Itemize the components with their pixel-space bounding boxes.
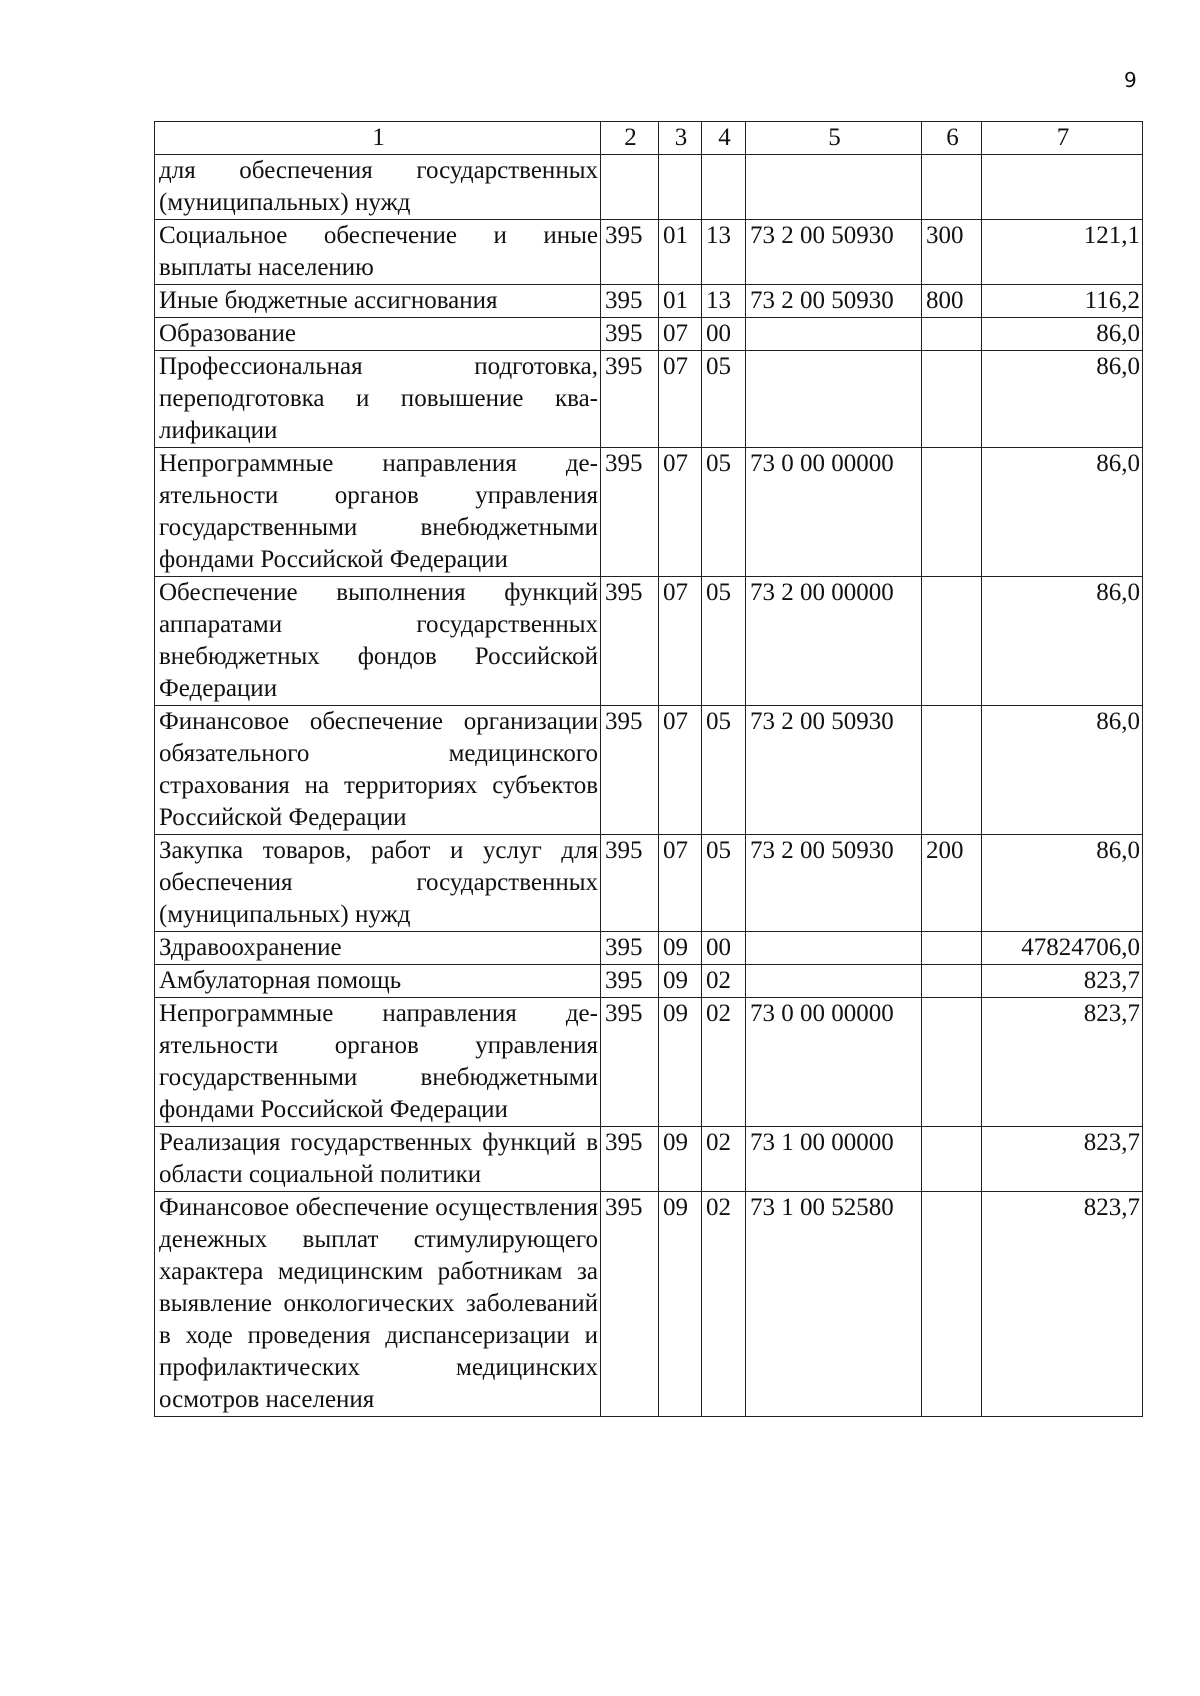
row-name: Непрограммные направления деятельности органов управления государственными внебюджетными фондами Российской Федерации — [155, 998, 601, 1127]
row-subsection: 05 — [702, 351, 746, 448]
row-grbs: 395 — [601, 965, 659, 998]
row-name: Образование — [155, 318, 601, 351]
row-subsection: 02 — [702, 965, 746, 998]
column-header-7: 7 — [982, 122, 1143, 155]
row-target-article — [746, 318, 922, 351]
row-section: 01 — [659, 285, 702, 318]
row-amount: 86,0 — [982, 706, 1143, 835]
row-subsection: 13 — [702, 285, 746, 318]
row-section: 07 — [659, 318, 702, 351]
row-target-article: 73 2 00 50930 — [746, 285, 922, 318]
row-expense-type: 200 — [922, 835, 982, 932]
row-amount: 823,7 — [982, 998, 1143, 1127]
row-expense-type: 300 — [922, 220, 982, 285]
row-name: Обеспечение выполнения функций аппаратами государственных внебюджетных фондов Российской Федерации — [155, 577, 601, 706]
row-amount: 121,1 — [982, 220, 1143, 285]
table-row — [155, 155, 1143, 220]
row-grbs: 395 — [601, 285, 659, 318]
row-expense-type — [922, 448, 982, 577]
row-expense-type — [922, 577, 982, 706]
row-name: Реализация государственных функций в области социальной политики — [155, 1127, 601, 1192]
column-header-1: 1 — [155, 122, 601, 155]
row-grbs: 395 — [601, 932, 659, 965]
table-row — [155, 318, 1143, 351]
header-row — [155, 122, 1143, 155]
row-target-article: 73 2 00 50930 — [746, 706, 922, 835]
table-row — [155, 706, 1143, 835]
table-row — [155, 998, 1143, 1127]
row-section: 07 — [659, 577, 702, 706]
row-expense-type — [922, 965, 982, 998]
column-header-5: 5 — [746, 122, 922, 155]
row-amount: 86,0 — [982, 351, 1143, 448]
row-subsection: 02 — [702, 1127, 746, 1192]
row-grbs: 395 — [601, 448, 659, 577]
row-amount: 823,7 — [982, 1127, 1143, 1192]
row-grbs: 395 — [601, 318, 659, 351]
row-expense-type — [922, 998, 982, 1127]
column-header-2: 2 — [601, 122, 659, 155]
row-target-article — [746, 965, 922, 998]
table-row — [155, 351, 1143, 448]
row-target-article: 73 2 00 50930 — [746, 835, 922, 932]
row-subsection: 05 — [702, 835, 746, 932]
table-row — [155, 835, 1143, 932]
row-name: Финансовое обеспечение осуществления денежных выплат стимулирующего характера медицинским работникам за выявление онкологических заболеваний в ходе проведения диспансеризации и профилактических медицинских осмотров населения — [155, 1192, 601, 1417]
row-target-article: 73 1 00 52580 — [746, 1192, 922, 1417]
row-target-article: 73 2 00 00000 — [746, 577, 922, 706]
row-name: Финансовое обеспечение организации обязательного медицинского страхования на территориях субъектов Российской Федерации — [155, 706, 601, 835]
row-subsection — [702, 155, 746, 220]
row-name: Здравоохранение — [155, 932, 601, 965]
row-expense-type — [922, 1127, 982, 1192]
column-header-3: 3 — [659, 122, 702, 155]
row-target-article — [746, 155, 922, 220]
row-amount: 86,0 — [982, 318, 1143, 351]
row-grbs: 395 — [601, 1127, 659, 1192]
table-row — [155, 932, 1143, 965]
table-row — [155, 577, 1143, 706]
row-target-article: 73 2 00 50930 — [746, 220, 922, 285]
table-row — [155, 285, 1143, 318]
page-number: 9 — [1124, 68, 1137, 92]
row-name: Социальное обеспечение и иные выплаты населению — [155, 220, 601, 285]
row-section: 07 — [659, 351, 702, 448]
row-section: 09 — [659, 965, 702, 998]
row-expense-type — [922, 1192, 982, 1417]
row-section: 09 — [659, 1127, 702, 1192]
table-row — [155, 965, 1143, 998]
row-name: для обеспечения государственных (муниципальных) нужд — [155, 155, 601, 220]
row-section: 09 — [659, 998, 702, 1127]
row-grbs: 395 — [601, 998, 659, 1127]
row-section: 09 — [659, 1192, 702, 1417]
row-grbs: 395 — [601, 351, 659, 448]
row-target-article: 73 0 00 00000 — [746, 448, 922, 577]
row-expense-type — [922, 318, 982, 351]
row-name: Амбулаторная помощь — [155, 965, 601, 998]
budget-table — [154, 121, 1143, 1417]
row-name: Профессиональная подготовка, переподготовка и повышение квалификации — [155, 351, 601, 448]
row-amount: 47824706,0 — [982, 932, 1143, 965]
column-header-6: 6 — [922, 122, 982, 155]
row-name: Иные бюджетные ассигнования — [155, 285, 601, 318]
row-section — [659, 155, 702, 220]
table-row — [155, 220, 1143, 285]
row-section: 07 — [659, 835, 702, 932]
row-subsection: 05 — [702, 577, 746, 706]
row-expense-type — [922, 351, 982, 448]
table-row — [155, 1127, 1143, 1192]
row-amount: 823,7 — [982, 1192, 1143, 1417]
row-amount — [982, 155, 1143, 220]
row-grbs: 395 — [601, 706, 659, 835]
table-row — [155, 1192, 1143, 1417]
row-amount: 86,0 — [982, 577, 1143, 706]
row-amount: 86,0 — [982, 835, 1143, 932]
row-expense-type — [922, 155, 982, 220]
row-target-article: 73 0 00 00000 — [746, 998, 922, 1127]
row-name: Закупка товаров, работ и услуг для обеспечения государственных (муниципальных) нужд — [155, 835, 601, 932]
row-target-article — [746, 932, 922, 965]
row-section: 01 — [659, 220, 702, 285]
row-grbs: 395 — [601, 1192, 659, 1417]
table-row — [155, 448, 1143, 577]
row-amount: 823,7 — [982, 965, 1143, 998]
row-section: 07 — [659, 448, 702, 577]
row-grbs: 395 — [601, 577, 659, 706]
row-section: 07 — [659, 706, 702, 835]
row-expense-type — [922, 932, 982, 965]
row-subsection: 13 — [702, 220, 746, 285]
row-amount: 116,2 — [982, 285, 1143, 318]
row-subsection: 05 — [702, 448, 746, 577]
row-subsection: 00 — [702, 932, 746, 965]
row-target-article — [746, 351, 922, 448]
row-subsection: 05 — [702, 706, 746, 835]
row-expense-type — [922, 706, 982, 835]
row-subsection: 00 — [702, 318, 746, 351]
row-section: 09 — [659, 932, 702, 965]
row-grbs: 395 — [601, 835, 659, 932]
row-grbs — [601, 155, 659, 220]
row-target-article: 73 1 00 00000 — [746, 1127, 922, 1192]
column-header-4: 4 — [702, 122, 746, 155]
row-subsection: 02 — [702, 998, 746, 1127]
row-expense-type: 800 — [922, 285, 982, 318]
row-amount: 86,0 — [982, 448, 1143, 577]
row-subsection: 02 — [702, 1192, 746, 1417]
row-grbs: 395 — [601, 220, 659, 285]
row-name: Непрограммные направления деятельности органов управления государственными внебюджетными фондами Российской Федерации — [155, 448, 601, 577]
